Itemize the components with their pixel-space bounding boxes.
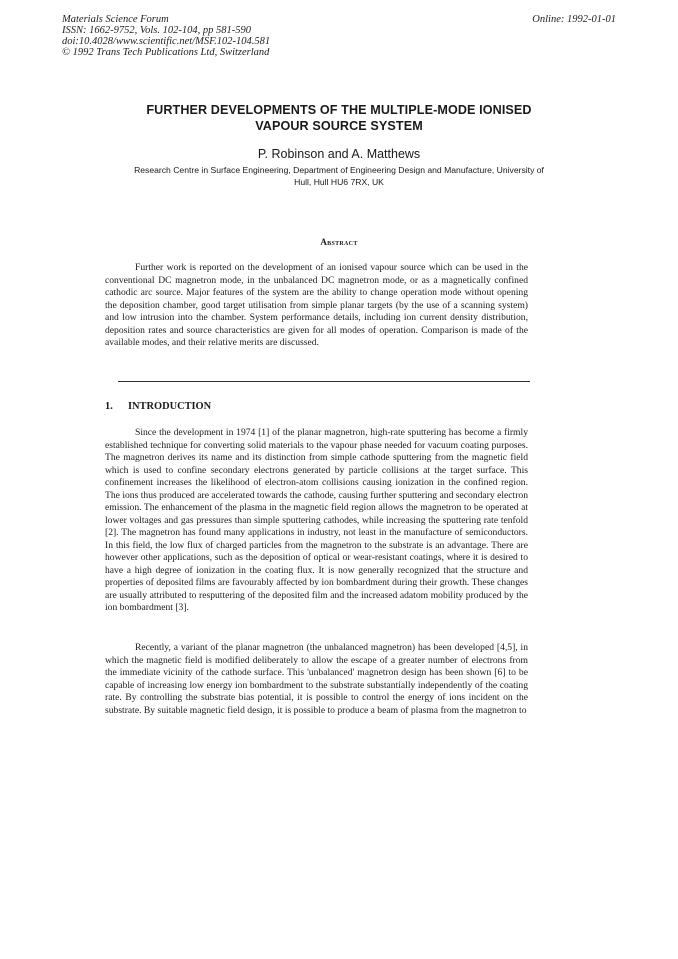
abstract-text: Further work is reported on the development of an ionised vapour source which can be used in the conventional DC magnetron mode, in the unbalanced DC magnetron mode, or as a magnetically confined cathodic arc source. Major features of the system are the ability to change operation mode without opening the deposition chamber, good target utilisation from simple planar targets (by the use of a scanning system) and low intrusion into the chamber. System performance details, including ion current density distribution, deposition rates and source characteristics are given for all modes of operation. Comparison is made of the available modes, and their relative merits are discussed. bbox=[105, 262, 528, 348]
doi-link[interactable]: doi:10.4028/www.scientific.net/MSF.102-104.581 bbox=[62, 36, 271, 47]
intro-paragraph-1: Since the development in 1974 [1] of the planar magnetron, high-rate sputtering has become a firmly established technique for converting solid materials to the vapour phase needed for vacuum coating purposes. The magnetron derives its name and its distinction from simple cathode sputtering from the magnetic field which is used to confine secondary electrons generated by particle collisions at the target surface. This confinement increases the likelihood of electron-atom collisions causing ionization in the confined region. The ions thus produced are accelerated towards the cathode, causing further sputtering and secondary electron emission. The enhancement of the plasma in the magnetic field region allows the magnetron to be operated at lower voltages and gas pressures than simple sputtering cathodes, while increasing the sputtering rate tenfold [2]. The magnetron has found many applications in industry, not least in the manufacture of semiconductors. In this field, the low flux of charged particles from the magnetron to the substrate is an advantage. There are however other applications, such as the deposition of optical or wear-resistant coatings, where it is desired to have a high degree of ionization in the coating flux. It is now generally recognized that the structure and properties of deposited films are favourably affected by ion bombardment during their growth. These changes are usually attributed to resputtering of the deposited film and the increased adatom mobility produced by the ion bombardment [3]. bbox=[105, 427, 528, 613]
journal-header bbox=[62, 14, 270, 58]
section-title: INTRODUCTION bbox=[128, 401, 212, 412]
section-divider bbox=[118, 381, 530, 382]
copyright-line: © 1992 Trans Tech Publications Ltd, Switzerland bbox=[62, 47, 270, 58]
authors: P. Robinson and A. Matthews bbox=[257, 147, 421, 161]
affiliation-line-1: Research Centre in Surface Engineering, Department of Engineering Design and Manufacture, University of bbox=[134, 165, 544, 175]
title-line-1: FURTHER DEVELOPMENTS OF THE MULTIPLE-MODE IONISED bbox=[146, 103, 532, 117]
section-heading bbox=[105, 401, 211, 412]
journal-name: Materials Science Forum bbox=[62, 14, 169, 25]
paper-title bbox=[0, 102, 678, 134]
online-date: Online: 1992-01-01 bbox=[532, 14, 616, 25]
intro-paragraph-2: Recently, a variant of the planar magnetron (the unbalanced magnetron) has been developed [4,5], in which the magnetic field is modified deliberately to allow the escape of a greater number of electrons from the immediate vicinity of the cathode surface. This 'unbalanced' magnetron design has been shown [6] to be capable of increasing low energy ion bombardment to the substrate substantially independently of the coating rate. By controlling the substrate bias potential, it is possible to control the energy of ions incident on the substrate. By suitable magnetic field design, it is possible to produce a beam of plasma from the magnetron to bbox=[105, 642, 528, 716]
issn-line: ISSN: 1662-9752, Vols. 102-104, pp 581-590 bbox=[62, 25, 251, 36]
abstract-heading: Abstract bbox=[320, 237, 358, 247]
section-number: 1. bbox=[105, 401, 113, 412]
affiliation-line-2: Hull, Hull HU6 7RX, UK bbox=[294, 176, 384, 187]
title-line-2: VAPOUR SOURCE SYSTEM bbox=[255, 119, 423, 133]
affiliation bbox=[90, 165, 588, 188]
